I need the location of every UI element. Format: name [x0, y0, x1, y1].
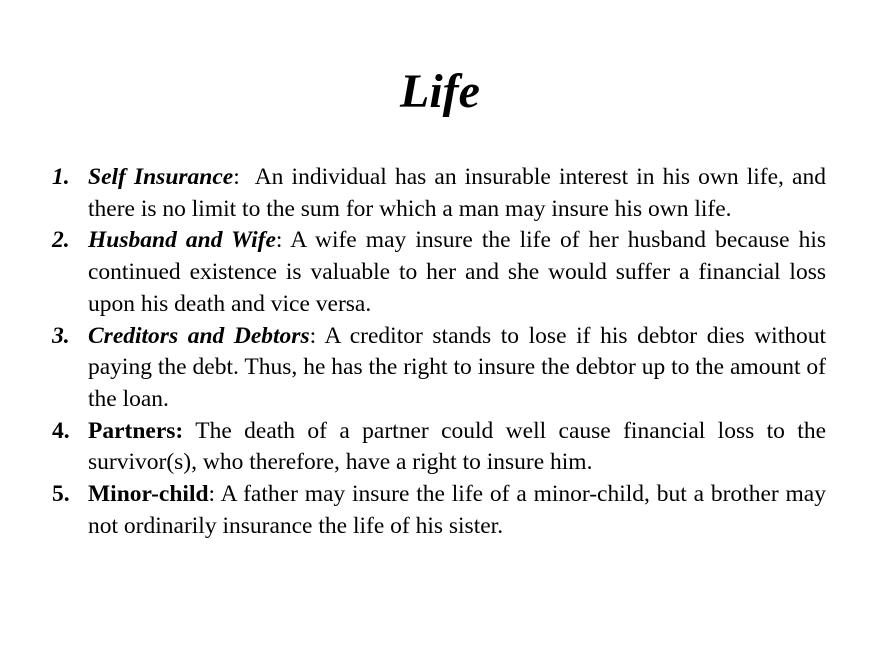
item-text: The death of a partner could well cause financial loss to the survivor(s), who therefore, have a right to insure him.	[88, 417, 826, 476]
insurable-interest-list	[52, 162, 832, 542]
item-separator: :	[208, 481, 216, 508]
list-item	[52, 225, 826, 320]
list-item	[52, 416, 826, 479]
item-number: 2.	[52, 227, 70, 254]
item-text: An individual has an insurable interest in his own life, and there is no limit to the sum for which a man may insure his own life.	[88, 164, 832, 222]
item-number: 4.	[52, 417, 70, 444]
item-number: 5.	[52, 481, 70, 508]
slide-title: Life	[400, 65, 480, 118]
item-term: Husband and Wife	[88, 227, 276, 254]
list-item	[52, 479, 826, 542]
item-term: Minor-child	[88, 481, 209, 508]
item-separator: :	[309, 322, 317, 349]
item-term: Self Insurance	[88, 164, 234, 190]
item-text: A father may insure the life of a minor-child, but a brother may not ordinarily insurance the life of his sister.	[88, 481, 826, 539]
list-item	[52, 162, 832, 225]
item-number: 1.	[52, 164, 70, 190]
item-number: 3.	[52, 322, 70, 349]
list-item	[52, 321, 826, 416]
item-separator: :	[275, 227, 283, 254]
item-text: A wife may insure the life of her husband because his continued existence is valuable to her and she would suffer a financial loss upon his death and vice versa.	[88, 227, 826, 317]
item-term: Creditors and Debtors	[88, 322, 310, 349]
item-separator: :	[233, 164, 240, 190]
item-term: Partners:	[88, 417, 184, 444]
item-text: A creditor stands to lose if his debtor dies without paying the debt. Thus, he has the right to insure the debtor up to the amount of the loan.	[88, 322, 827, 412]
